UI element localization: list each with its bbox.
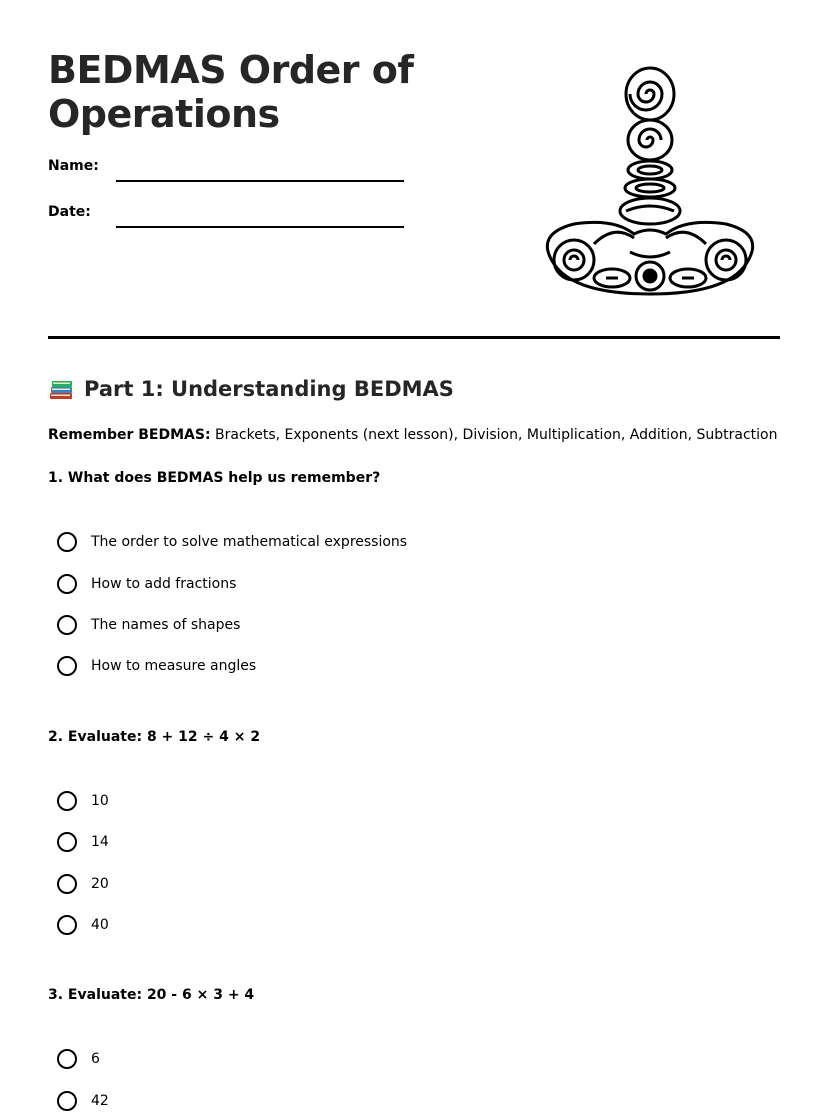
option-label: The names of shapes <box>91 617 241 633</box>
question-2-option-4[interactable] <box>57 915 109 935</box>
question-3-option-2[interactable] <box>57 1091 109 1111</box>
title-line-1: BEDMAS Order of <box>48 48 414 92</box>
section-divider <box>48 336 780 339</box>
option-label: 10 <box>91 793 109 809</box>
reminder-label: Remember BEDMAS: <box>48 427 211 443</box>
bedmas-reminder <box>48 425 777 445</box>
radio-button[interactable] <box>57 615 77 635</box>
page-title <box>48 48 468 136</box>
question-2-option-1[interactable] <box>57 791 109 811</box>
option-label: How to add fractions <box>91 576 237 592</box>
question-2-prompt: 2. Evaluate: 8 + 12 ÷ 4 × 2 <box>48 729 261 745</box>
question-1-option-4[interactable] <box>57 656 256 676</box>
radio-button[interactable] <box>57 791 77 811</box>
question-2-option-2[interactable] <box>57 832 109 852</box>
date-label: Date: <box>48 204 91 220</box>
books-icon <box>48 376 74 402</box>
question-3-prompt: 3. Evaluate: 20 - 6 × 3 + 4 <box>48 987 255 1003</box>
radio-button[interactable] <box>57 915 77 935</box>
name-field[interactable] <box>116 180 404 182</box>
reminder-text: Brackets, Exponents (next lesson), Division, Multiplication, Addition, Subtraction <box>210 427 778 443</box>
question-1-option-3[interactable] <box>57 615 240 635</box>
option-label: How to measure angles <box>91 658 257 674</box>
question-2-option-3[interactable] <box>57 874 109 894</box>
option-label: The order to solve mathematical expressions <box>91 534 408 550</box>
radio-button[interactable] <box>57 574 77 594</box>
koru-carving-icon <box>534 64 760 300</box>
radio-button[interactable] <box>57 532 77 552</box>
option-label: 40 <box>91 917 109 933</box>
question-1-option-2[interactable] <box>57 574 236 594</box>
question-3-option-1[interactable] <box>57 1049 100 1069</box>
question-1-option-1[interactable] <box>57 532 407 552</box>
question-1-prompt: 1. What does BEDMAS help us remember? <box>48 470 381 486</box>
title-line-2: Operations <box>48 92 280 136</box>
date-field[interactable] <box>116 226 404 228</box>
option-label: 6 <box>91 1051 100 1067</box>
radio-button[interactable] <box>57 832 77 852</box>
option-label: 20 <box>91 876 109 892</box>
radio-button[interactable] <box>57 1091 77 1111</box>
radio-button[interactable] <box>57 874 77 894</box>
radio-button[interactable] <box>57 1049 77 1069</box>
option-label: 14 <box>91 834 109 850</box>
option-label: 42 <box>91 1093 109 1109</box>
section-heading-part-1 <box>48 374 454 404</box>
name-label: Name: <box>48 158 99 174</box>
section-heading-text: Part 1: Understanding BEDMAS <box>84 377 454 401</box>
radio-button[interactable] <box>57 656 77 676</box>
